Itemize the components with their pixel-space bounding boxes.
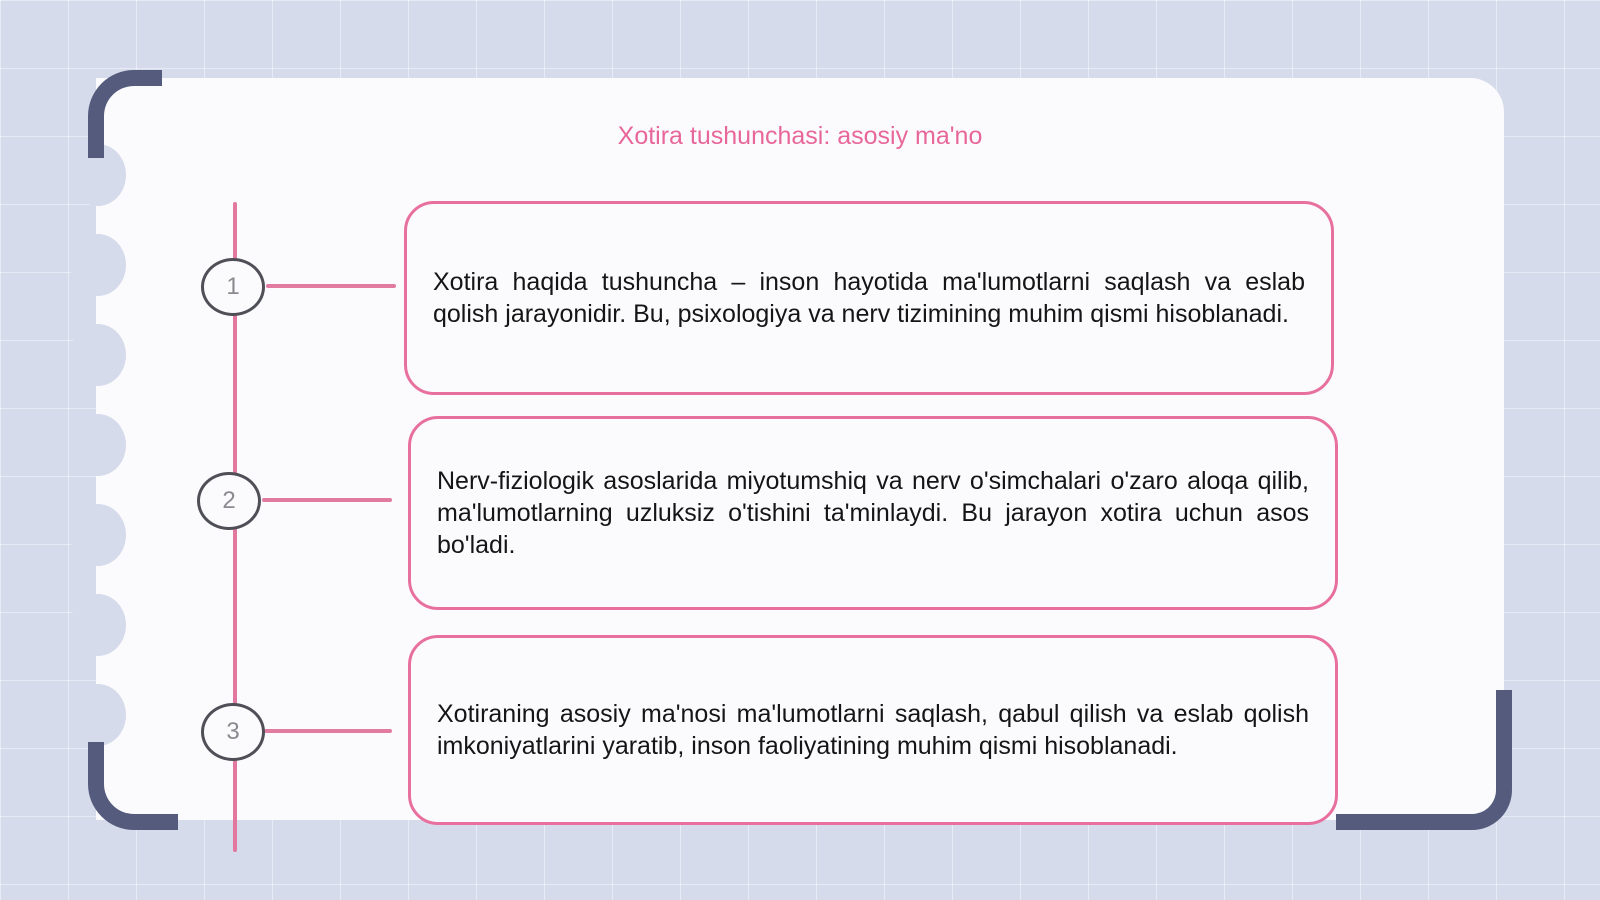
step-number-3: 3 [201, 703, 265, 761]
step-number-2: 2 [197, 472, 261, 530]
step-box-1 [404, 201, 1334, 395]
step-box-3 [408, 635, 1338, 825]
card-edge-notch [70, 414, 126, 476]
card-edge-notch [70, 594, 126, 656]
frame-corner-bottom-right [1336, 690, 1512, 830]
step-text-2: Nerv-fiziologik asoslarida miyotumshiq va nerv o'simchalari o'zaro aloqa qilib, ma'lumotlarning uzluksiz o'tishini ta'minlaydi. Bu jarayon xotira uchun asos bo'ladi. [437, 467, 1309, 559]
card-edge-notch [70, 504, 126, 566]
step-connector-1 [266, 284, 396, 288]
card-edge-notch [70, 684, 126, 746]
step-box-2 [408, 416, 1338, 610]
step-connector-3 [264, 729, 392, 733]
step-text-3: Xotiraning asosiy ma'nosi ma'lumotlarni saqlash, qabul qilish va eslab qolish imkoniyatlarini yaratib, inson faoliyatining muhim qismi hisoblanadi. [437, 700, 1309, 760]
card-edge-notch [70, 324, 126, 386]
step-number-1: 1 [201, 258, 265, 316]
card-edge-notch [70, 234, 126, 296]
step-text-1: Xotira haqida tushuncha – inson hayotida ma'lumotlarni saqlash va eslab qolish jarayonidir. Bu, psixologiya va nerv tizimining muhim qismi hisoblanadi. [433, 268, 1305, 328]
slide-title: Xotira tushunchasi: asosiy ma'no [617, 122, 983, 150]
step-connector-2 [262, 498, 392, 502]
frame-corner-bottom-left [88, 742, 178, 830]
